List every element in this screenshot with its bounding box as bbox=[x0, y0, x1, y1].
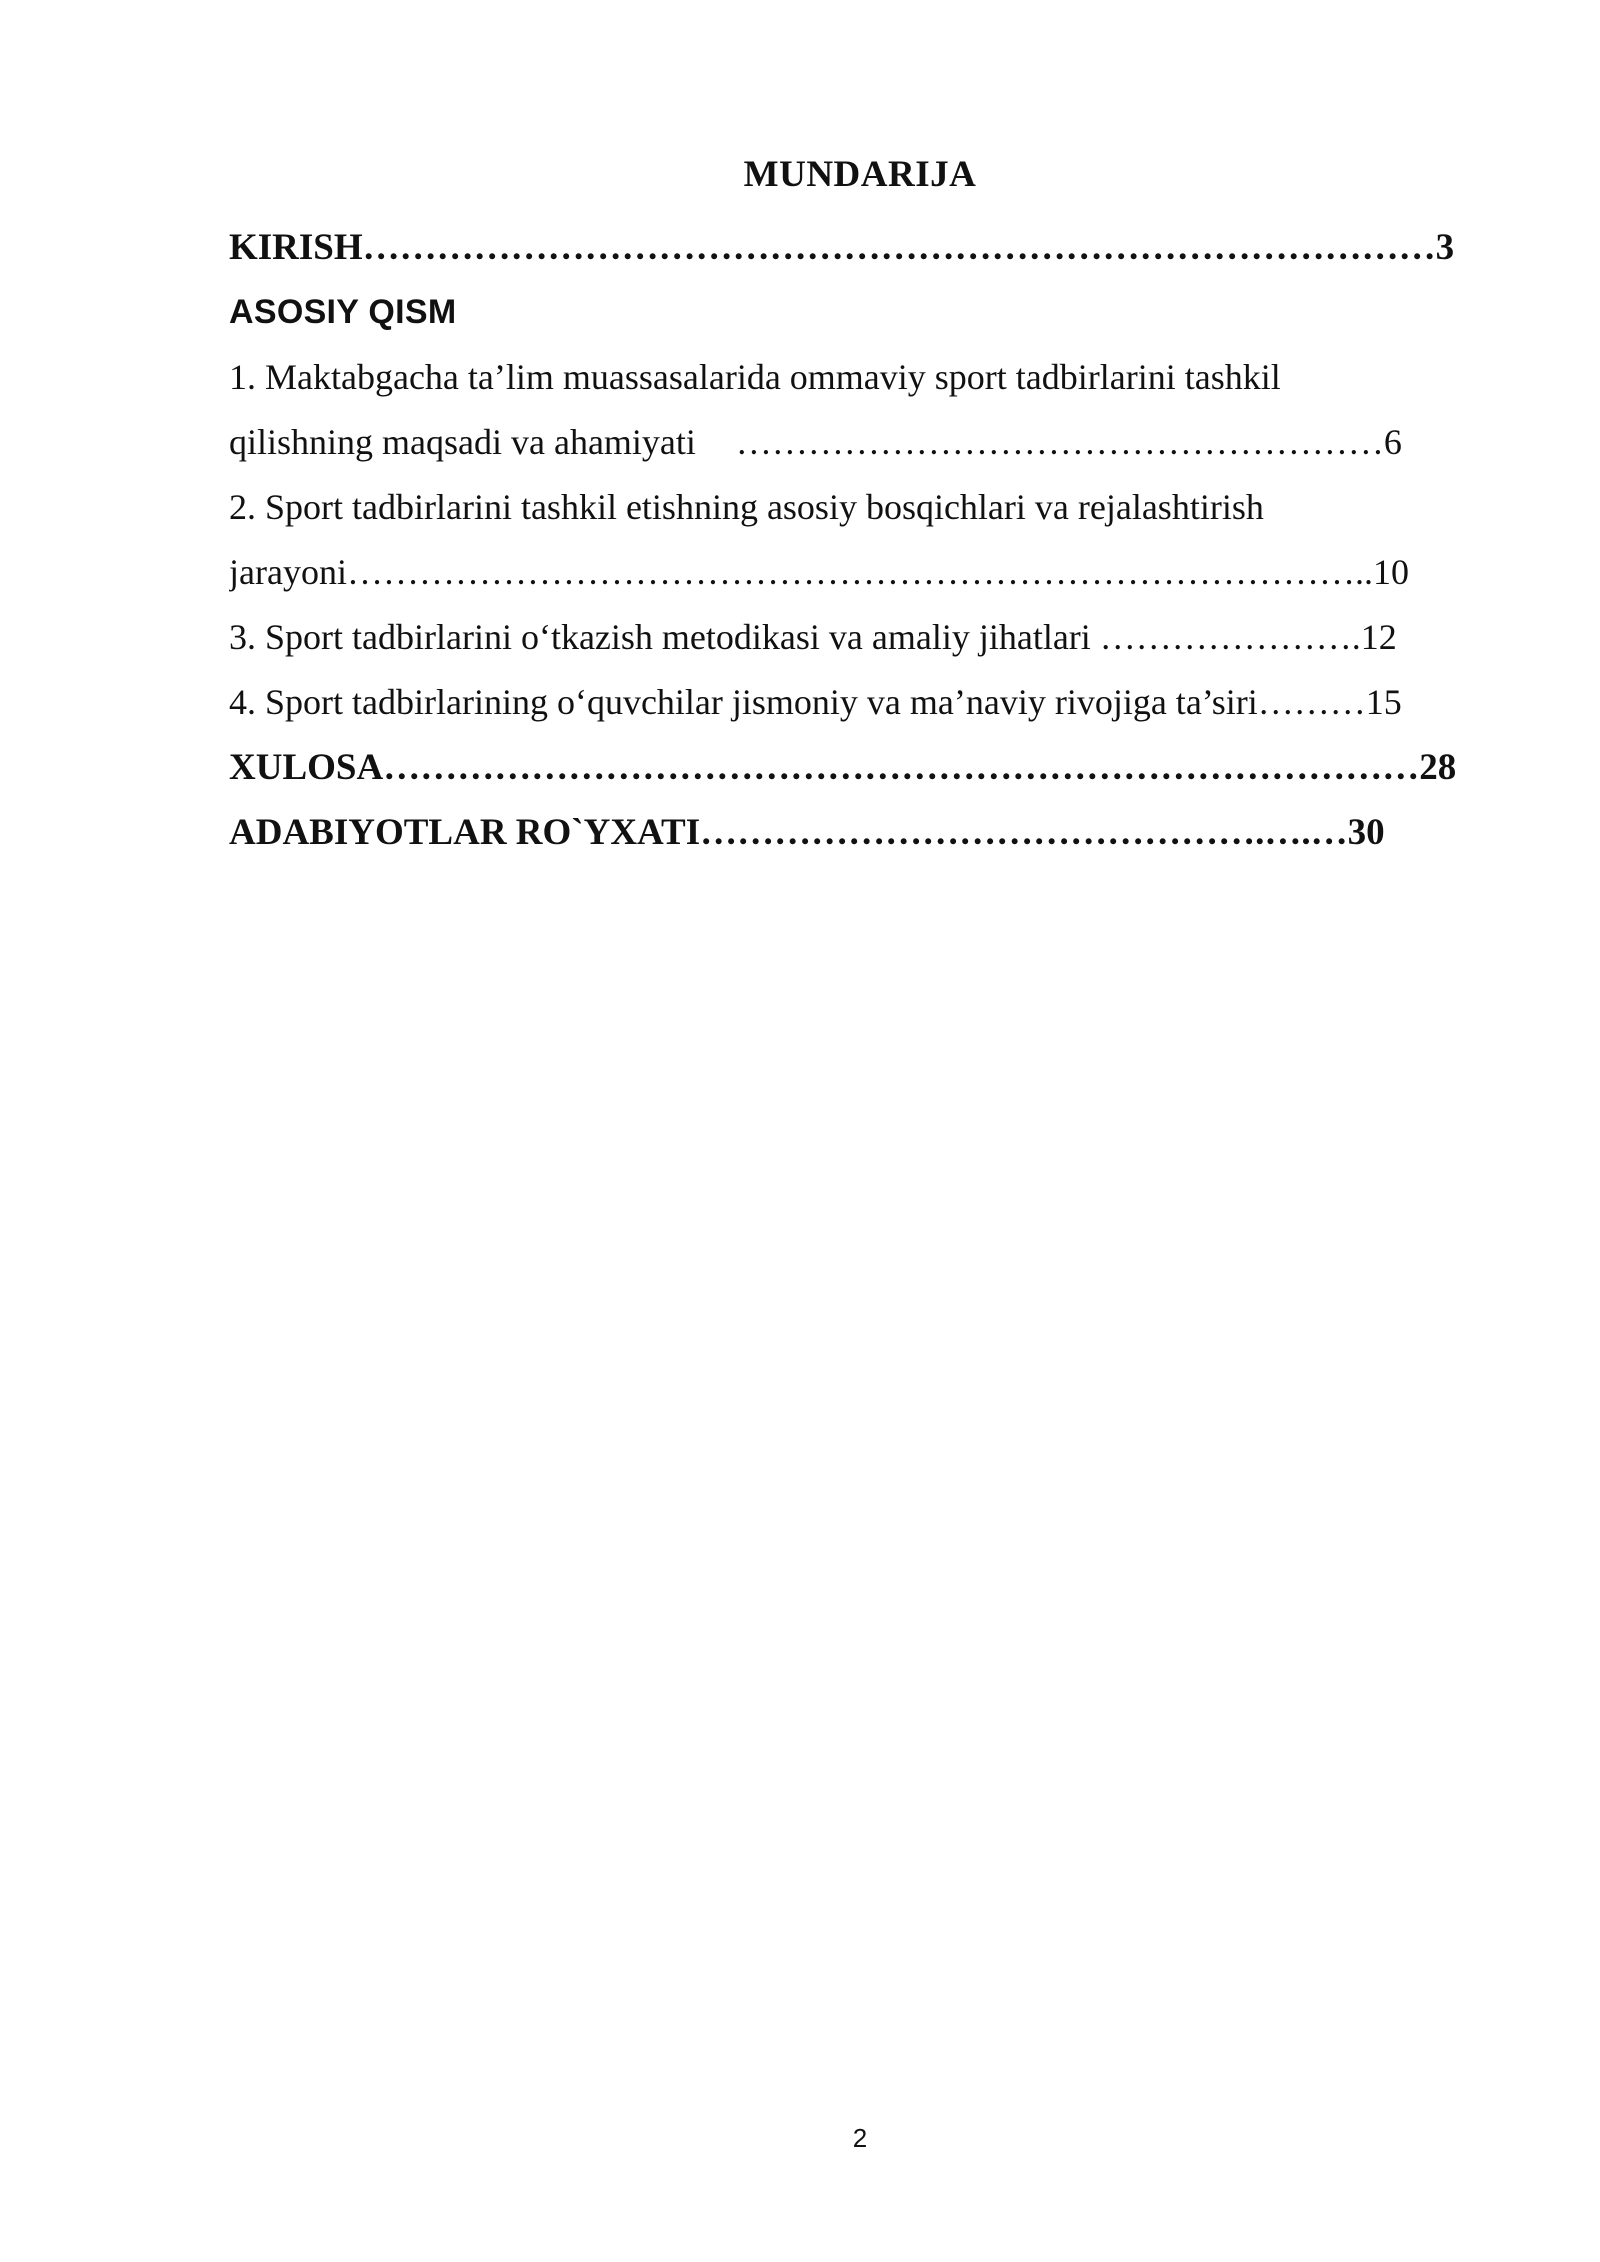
toc-entry-references: ADABIYOTLAR RO`YXATI……………………………………….….…30 bbox=[229, 812, 1385, 853]
toc-entry-intro: KIRISH……………………………………………………………………………3 bbox=[229, 227, 1455, 268]
table-of-contents bbox=[229, 215, 1499, 865]
toc-entry-1-line-1: 1. Maktabgacha ta’lim muassasalarida ommaviy sport tadbirlarini tashkil bbox=[229, 357, 1281, 397]
toc-entry-1-leader: ………………………………………………6 bbox=[735, 422, 1402, 462]
toc-section-heading: ASOSIY QISM bbox=[229, 293, 457, 331]
toc-entry-conclusion: XULOSA…………………………………………………………………………28 bbox=[229, 747, 1457, 788]
page-number: 2 bbox=[852, 2123, 868, 2153]
toc-title: MUNDARIJA bbox=[743, 154, 977, 195]
toc-entry-4: 4. Sport tadbirlarining o‘quvchilar jismoniy va ma’naviy rivojiga ta’siri………15 bbox=[229, 682, 1402, 722]
toc-entry-2-line-2: jarayoni…………………………………………………………………………..10 bbox=[229, 552, 1409, 592]
toc-entry-1-text: qilishning maqsadi va ahamiyati bbox=[229, 422, 696, 462]
toc-entry-2-line-1: 2. Sport tadbirlarini tashkil etishning asosiy bosqichlari va rejalashtirish bbox=[229, 487, 1264, 527]
toc-entry-3: 3. Sport tadbirlarini o‘tkazish metodikasi va amaliy jihatlari ………………….12 bbox=[229, 617, 1397, 657]
toc-entry-1-line-2 bbox=[229, 410, 1499, 475]
